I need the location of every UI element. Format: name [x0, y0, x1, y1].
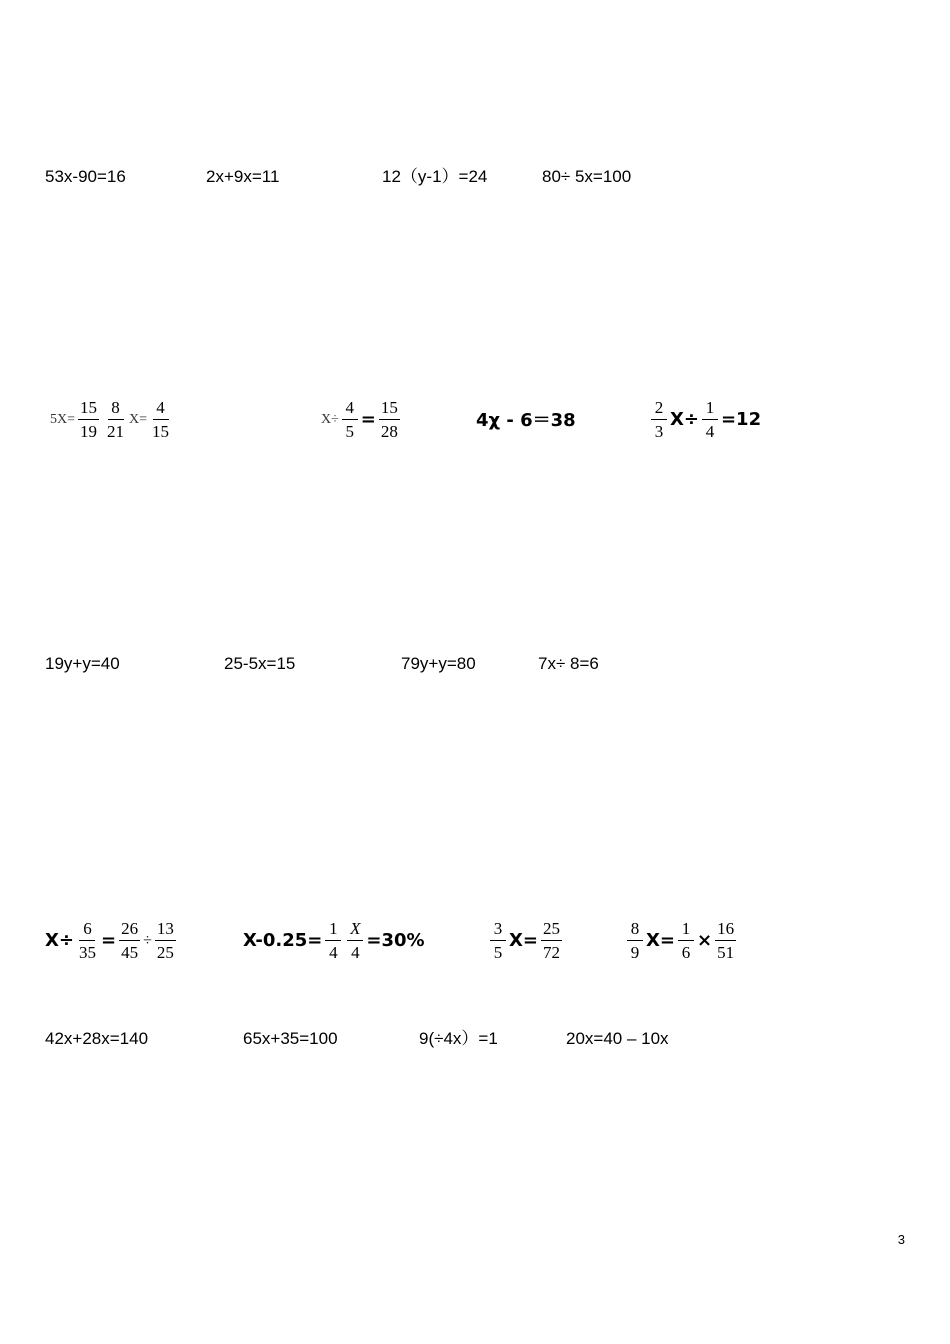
fraction: $\frac{25}{72}$: [542, 919, 560, 962]
equation-8: [648, 398, 761, 441]
equation-3: 12（y-1）=24: [382, 167, 488, 186]
equation-10: 25-5x=15: [224, 654, 296, 673]
fraction: $\frac{3}{5}$: [490, 919, 506, 962]
fraction: $\frac{4}{15}$: [152, 398, 170, 441]
fraction: $\frac{1}{4}$: [702, 398, 718, 441]
eq15-mid: X=: [509, 930, 538, 951]
fraction: $\frac{4}{5}$: [342, 398, 358, 441]
eq13-op1: =: [100, 930, 117, 951]
equation-17: 42x+28x=140: [45, 1029, 149, 1048]
equation-14: [243, 919, 425, 962]
eq5-lead: 5X=: [50, 411, 76, 427]
equation-4: 80÷ 5x=100: [542, 167, 632, 186]
fraction: $\frac{16}{51}$: [717, 919, 735, 962]
equation-19: 9(÷4x）=1: [419, 1029, 498, 1048]
eq6-lead: X÷: [321, 411, 339, 427]
equation-13: [45, 919, 179, 962]
page-number: 3: [897, 1232, 905, 1247]
fraction: $\frac{15}{28}$: [380, 398, 398, 441]
eq16-mid: X=: [646, 930, 675, 951]
fraction: $\frac{1}{6}$: [678, 919, 694, 962]
fraction: $\frac{13}{25}$: [156, 919, 174, 962]
equation-12: 7x÷ 8=6: [538, 654, 599, 673]
eq16-op: ×: [696, 930, 713, 951]
eq5-mid: X=: [129, 411, 148, 427]
fraction: $\frac{15}{19}$: [80, 398, 98, 441]
equation-20: 20x=40 – 10x: [566, 1029, 669, 1048]
equation-5: [50, 398, 174, 441]
fraction: $\frac{26}{45}$: [121, 919, 139, 962]
fraction: $\frac{1}{4}$: [325, 919, 341, 962]
eq8-tail: =12: [720, 409, 762, 430]
fraction: $\frac{2}{3}$: [651, 398, 667, 441]
equation-18: 65x+35=100: [243, 1029, 338, 1048]
eq13-lead: X÷: [45, 930, 74, 951]
equation-11: 79y+y=80: [401, 654, 476, 673]
equation-9: 19y+y=40: [45, 654, 120, 673]
equation-15: [487, 919, 565, 962]
equation-16: [624, 919, 739, 962]
fraction: $\frac{8}{21}$: [107, 398, 125, 441]
equation-2: 2x+9x=11: [206, 167, 280, 186]
fraction: $\frac{8}{9}$: [627, 919, 643, 962]
eq14-lead: X-0.25=: [243, 930, 323, 951]
fraction: $\frac{X}{4}$: [347, 919, 363, 962]
eq13-op2: ÷: [143, 931, 152, 949]
fraction: $\frac{6}{35}$: [78, 919, 96, 962]
eq8-mid: X÷: [670, 409, 699, 430]
eq6-mid: =: [360, 409, 376, 430]
equation-7: 4χ - 6＝38: [476, 410, 576, 431]
eq14-tail: =30%: [366, 930, 425, 951]
equation-6: [321, 398, 403, 441]
equation-1: 53x-90=16: [45, 167, 126, 186]
